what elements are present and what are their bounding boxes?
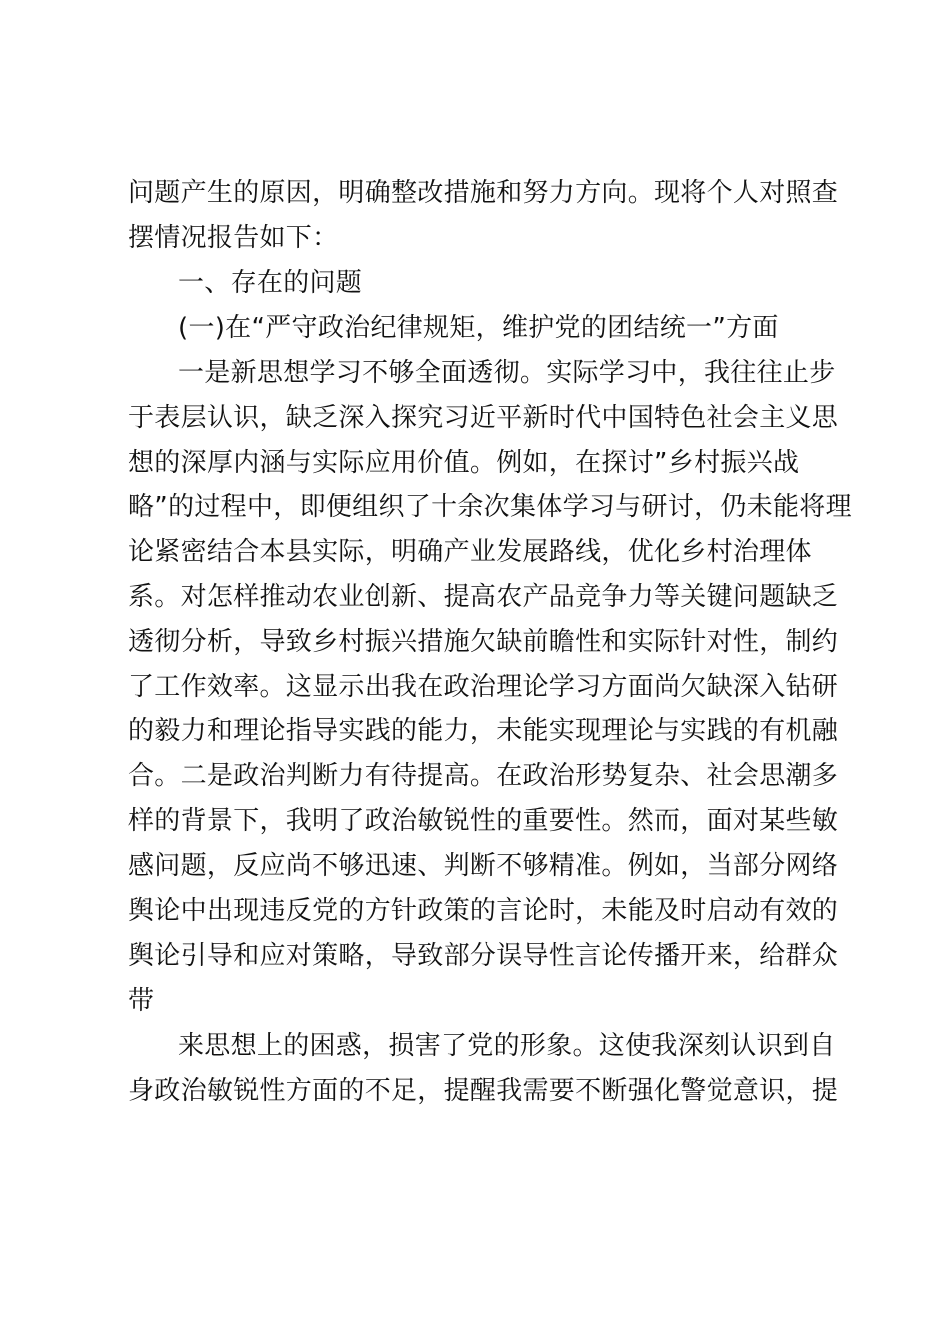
text-line: 舆论中出现违反党的方针政策的言论时，未能及时启动有效的 bbox=[128, 896, 839, 926]
text-line: 来思想上的困惑，损害了党的形象。这使我深刻认识到自 bbox=[178, 1031, 836, 1061]
text-line: 舆论引导和应对策略，导致部分误导性言论传播开来，给群众 bbox=[128, 941, 839, 971]
text-line: 的毅力和理论指导实践的能力，未能实现理论与实践的有机融 bbox=[128, 716, 839, 746]
text-line: 样的背景下，我明了政治敏锐性的重要性。然而，面对某些敏 bbox=[128, 806, 839, 836]
text-line: 身政治敏锐性方面的不足，提醒我需要不断强化警觉意识，提 bbox=[128, 1076, 839, 1106]
text-line: 系。对怎样推动农业创新、提高农产品竞争力等关键问题缺乏 bbox=[128, 582, 839, 612]
text-line: 论紧密结合本县实际，明确产业发展路线，优化乡村治理体 bbox=[128, 537, 812, 567]
text-line: 合。二是政治判断力有待提高。在政治形势复杂、社会思潮多 bbox=[128, 761, 839, 791]
text-line: 想的深厚内涵与实际应用价值。例如，在探讨”乡村振兴战 bbox=[128, 448, 800, 478]
text-line: 感问题，反应尚不够迅速、判断不够精准。例如，当部分网络 bbox=[128, 851, 839, 881]
section-heading: 一、存在的问题 bbox=[178, 268, 363, 298]
text-line: 一是新思想学习不够全面透彻。实际学习中，我往往止步 bbox=[178, 358, 836, 388]
subsection-heading: (一)在“严守政治纪律规矩，维护党的团结统一”方面 bbox=[178, 313, 779, 343]
text-line: 略”的过程中，即便组织了十余次集体学习与研讨，仍未能将理 bbox=[128, 492, 852, 522]
text-line: 于表层认识，缺乏深入探究习近平新时代中国特色社会主义思 bbox=[128, 403, 839, 433]
text-line: 了工作效率。这显示出我在政治理论学习方面尚欠缺深入钻研 bbox=[128, 672, 839, 702]
text-line: 透彻分析，导致乡村振兴措施欠缺前瞻性和实际针对性，制约 bbox=[128, 627, 839, 657]
text-line: 摆情况报告如下： bbox=[128, 223, 339, 253]
text-line: 带 bbox=[128, 986, 155, 1016]
text-line: 问题产生的原因，明确整改措施和努力方向。现将个人对照查 bbox=[128, 178, 839, 208]
